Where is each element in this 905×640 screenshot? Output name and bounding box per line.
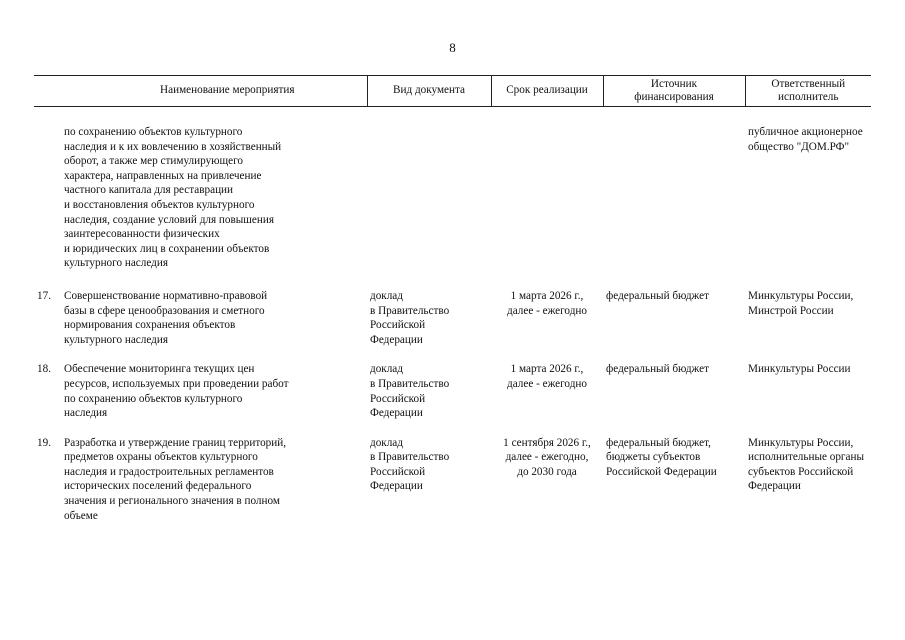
table-row [34, 289, 871, 362]
row-number: 18. [37, 363, 51, 376]
table-row [34, 436, 871, 539]
row-source: федеральный бюджет [606, 363, 709, 376]
action-plan-table [34, 75, 871, 538]
table-header [34, 76, 871, 107]
row-term: 1 сентября 2026 г., далее - ежегодно, до 2030 года [503, 436, 591, 478]
row-number: 19. [37, 436, 51, 449]
header-responsible: Ответственный исполнитель [745, 76, 871, 107]
row-name: Обеспечение мониторинга текущих цен ресурсов, используемых при проведении работ по сохранению объектов культурного наследия [64, 363, 289, 420]
header-source: Источник финансирования [603, 76, 745, 107]
row-responsible: Минкультуры России [748, 363, 851, 376]
row-term: 1 марта 2026 г., далее - ежегодно [507, 289, 587, 317]
table-row [34, 362, 871, 435]
row-source [603, 107, 745, 289]
row-name: Разработка и утверждение границ территорий, предметов охраны объектов культурного наследия и градостроительных регламентов исторических поселений федерального значения и регионального значения в полном объеме [64, 436, 287, 522]
row-document: доклад в Правительство Российской Федерации [370, 363, 450, 420]
row-name: Совершенствование нормативно-правовой базы в сфере ценообразования и сметного нормирования сохранения объектов культурного наследия [64, 289, 268, 346]
row-name: по сохранению объектов культурного наследия и к их вовлечению в хозяйственный оборот, а также мер стимулирующего характера, направленных на привлечение частного капитала для реставрации и восстановления объектов культурного наследия, создание условий для повышения заинтересованности физических и юридических лиц в сохранении объектов культурного наследия [64, 126, 282, 270]
row-number [34, 107, 61, 289]
row-responsible: публичное акционерное общество "ДОМ.РФ" [748, 126, 863, 153]
row-document: доклад в Правительство Российской Федерации [370, 436, 450, 493]
row-responsible: Минкультуры России, исполнительные органы субъектов Российской Федерации [748, 436, 864, 493]
row-responsible: Минкультуры России, Минстрой России [748, 289, 854, 317]
header-name: Наименование мероприятия [34, 76, 367, 107]
row-term: 1 марта 2026 г., далее - ежегодно [507, 363, 587, 390]
row-source: федеральный бюджет [606, 289, 709, 302]
page-number: 8 [449, 40, 456, 55]
row-term [491, 107, 603, 289]
table-body [34, 107, 871, 539]
row-source: федеральный бюджет, бюджеты субъектов Российской Федерации [606, 436, 717, 478]
row-document [367, 107, 491, 289]
table-row [34, 107, 871, 289]
header-term: Срок реализации [491, 76, 603, 107]
header-document: Вид документа [367, 76, 491, 107]
row-number: 17. [37, 289, 51, 302]
row-document: доклад в Правительство Российской Федерации [370, 289, 450, 346]
